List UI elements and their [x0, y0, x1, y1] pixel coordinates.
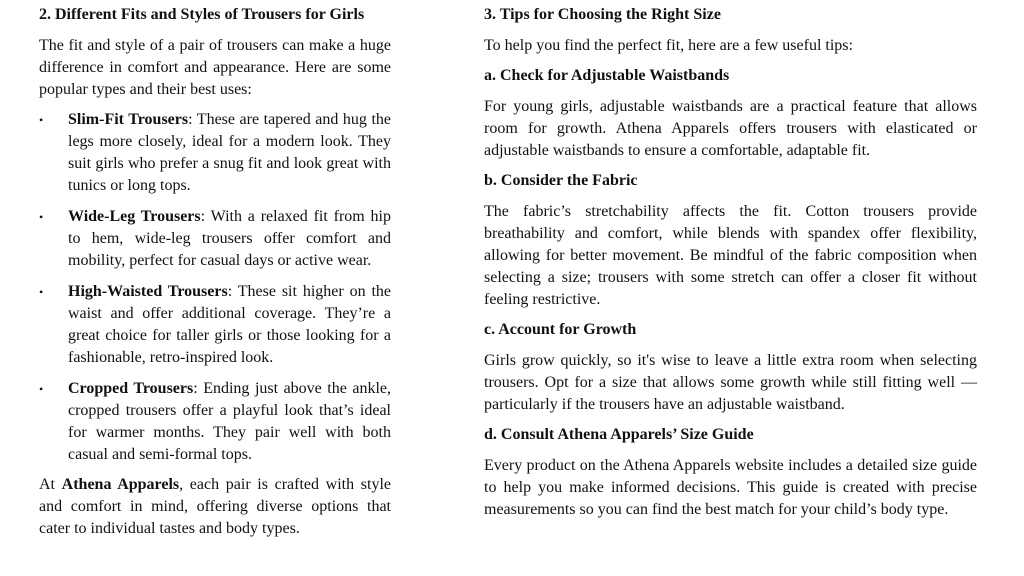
- tip-heading-waistbands: a. Check for Adjustable Waistbands: [484, 67, 730, 84]
- trouser-types-list: [39, 109, 391, 466]
- tip-body-growth: Girls grow quickly, so it's wise to leave a little extra room when selecting trousers. Opt for a size that allows some growth while still fitting well — particularly if the trousers have an adjustable waistband.: [484, 352, 977, 413]
- tip-body-fabric: The fabric’s stretchability affects the fit. Cotton trousers provide breathability and comfort, while blends with spandex offer flexibility, allowing for better movement. Be mindful of the fabric composition when selecting a size; trousers with some stretch can offer a closer fit without feeling restrictive.: [484, 203, 977, 308]
- intro-paragraph: The fit and style of a pair of trousers can make a huge difference in comfort and appearance. Here are some popular types and their best uses:: [39, 37, 391, 98]
- tip-heading-fabric: b. Consider the Fabric: [484, 172, 638, 189]
- list-item: [39, 281, 391, 369]
- bullet-icon: •: [39, 285, 44, 299]
- list-item-text: : Ending just above the ankle, cropped trousers offer a playful look that’s ideal for warmer months. They pair well with both casual and semi-formal tops.: [68, 380, 391, 463]
- bullet-icon: •: [39, 113, 44, 127]
- closing-text: , each pair is crafted with style and comfort in mind, offering diverse options that cater to individual tastes and body types.: [39, 476, 392, 537]
- list-item-text: : These are tapered and hug the legs more closely, ideal for a modern look. They suit girls who prefer a snug fit and look great with tunics or long tops.: [68, 111, 391, 194]
- list-item: [39, 378, 391, 466]
- tip-body-size-guide: Every product on the Athena Apparels website includes a detailed size guide to help you make informed decisions. This guide is created with precise measurements so you can find the best match for your child’s body type.: [484, 457, 977, 518]
- tip-body-waistbands: For young girls, adjustable waistbands are a practical feature that allows room for growth. Athena Apparels offers trousers with elasticated or adjustable waistbands to ensure a comfortable, adaptable fit.: [484, 98, 977, 159]
- brand-name: Athena Apparels: [61, 476, 180, 493]
- list-item-term: Slim-Fit Trousers: [68, 111, 189, 128]
- list-item: [39, 109, 391, 197]
- list-item-text: : With a relaxed fit from hip to hem, wide-leg trousers offer comfort and mobility, perfect for casual days or active wear.: [68, 208, 391, 269]
- section-heading-size-tips: 3. Tips for Choosing the Right Size: [484, 6, 721, 23]
- list-item: [39, 206, 391, 272]
- list-item-term: Cropped Trousers: [68, 380, 194, 397]
- closing-prefix: At: [39, 476, 62, 493]
- closing-paragraph: [39, 474, 391, 540]
- section-heading-fits-styles: 2. Different Fits and Styles of Trousers for Girls: [39, 6, 365, 23]
- tip-heading-size-guide: d. Consult Athena Apparels’ Size Guide: [484, 426, 754, 443]
- tips-intro: To help you find the perfect fit, here are a few useful tips:: [484, 37, 853, 54]
- list-item-term: Wide-Leg Trousers: [68, 208, 201, 225]
- list-item-text: : These sit higher on the waist and offer additional coverage. They’re a great choice for taller girls or those looking for a fashionable, retro-inspired look.: [68, 283, 391, 366]
- tip-heading-growth: c. Account for Growth: [484, 321, 637, 338]
- right-column: [484, 4, 977, 521]
- list-item-term: High-Waisted Trousers: [68, 283, 228, 300]
- bullet-icon: •: [39, 382, 44, 396]
- left-column: [39, 4, 391, 540]
- bullet-icon: •: [39, 210, 44, 224]
